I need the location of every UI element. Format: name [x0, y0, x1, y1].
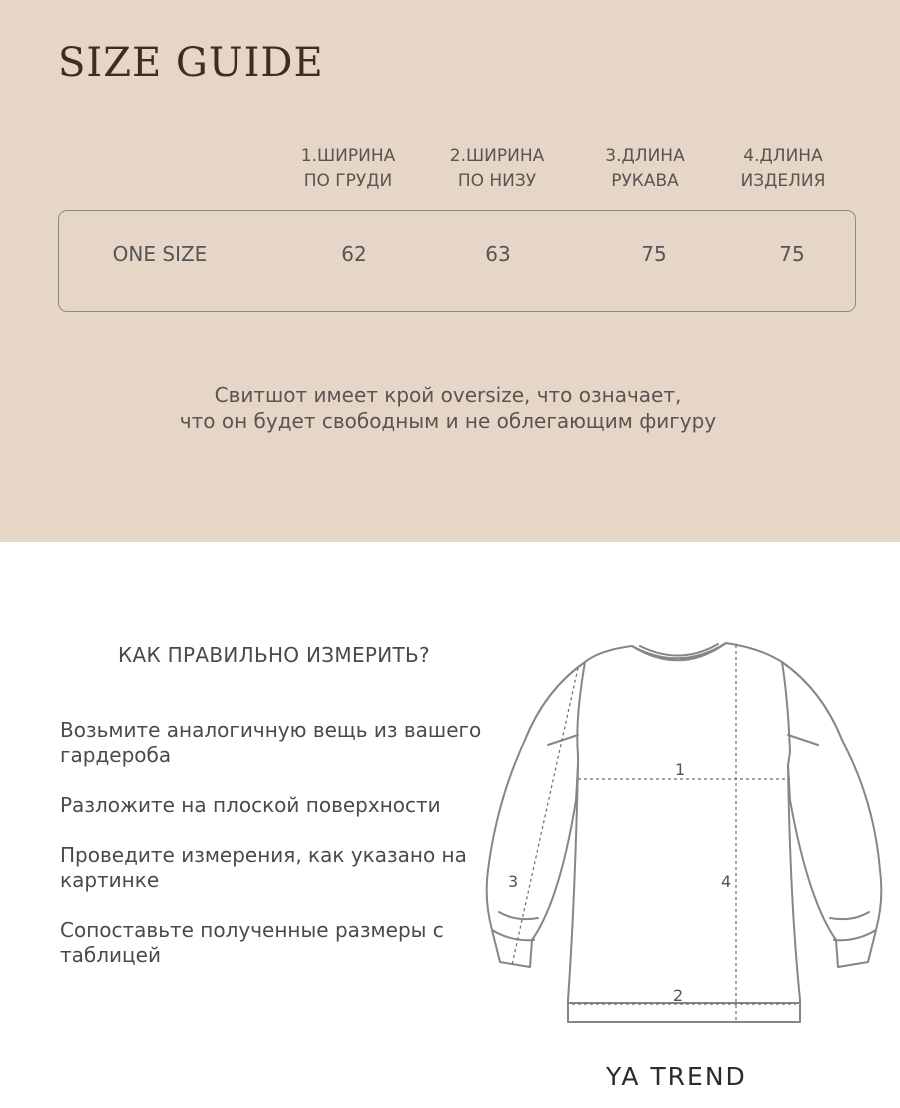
column-header-line: ПО НИЗУ: [457, 171, 537, 191]
brand-logo: YA TREND: [606, 1062, 747, 1091]
column-header-line: РУКАВА: [611, 171, 679, 191]
step-line: Разложите на плоской поверхности: [60, 793, 441, 817]
value-cell-length: 75: [779, 242, 805, 266]
column-header-line: ПО ГРУДИ: [303, 171, 393, 191]
column-header-line: 2.ШИРИНА: [449, 146, 545, 166]
step-line: Проведите измерения, как указано на: [60, 843, 467, 867]
column-header-chest-width: [268, 144, 428, 194]
oversize-note: [0, 382, 896, 434]
step-line: Сопоставьте полученные размеры с: [60, 918, 444, 942]
note-line: что он будет свободным и не облегающим фигуру: [179, 409, 717, 433]
instruction-step: [60, 843, 490, 893]
column-header-garment-length: [703, 144, 863, 194]
howto-heading: КАК ПРАВИЛЬНО ИЗМЕРИТЬ?: [118, 643, 430, 667]
column-header-line: ИЗДЕЛИЯ: [740, 171, 826, 191]
note-line: Свитшот имеет крой oversize, что означает,: [214, 383, 682, 407]
instruction-step: [60, 918, 490, 968]
sweatshirt-measurement-diagram: [480, 620, 890, 1040]
column-header-line: 1.ШИРИНА: [300, 146, 396, 166]
value-cell-chest: 62: [341, 242, 367, 266]
page-title: SIZE GUIDE: [58, 40, 324, 86]
sleeve-measure-label: 3: [508, 872, 519, 891]
step-line: Возьмите аналогичную вещь из вашего: [60, 718, 482, 742]
step-line: таблицей: [60, 943, 161, 967]
length-measure-label: 4: [721, 872, 732, 891]
size-cell: ONE SIZE: [112, 242, 208, 266]
value-cell-hem: 63: [485, 242, 511, 266]
step-line: картинке: [60, 868, 160, 892]
chest-measure-label: 1: [675, 760, 686, 779]
column-header-sleeve-length: [565, 144, 725, 194]
column-header-line: 3.ДЛИНА: [605, 146, 685, 166]
column-header-line: 4.ДЛИНА: [743, 146, 823, 166]
step-line: гардероба: [60, 743, 172, 767]
instruction-step: [60, 718, 490, 768]
column-header-hem-width: [417, 144, 577, 194]
hem-measure-label: 2: [673, 986, 684, 1005]
instruction-step: [60, 793, 490, 818]
value-cell-sleeve: 75: [641, 242, 667, 266]
